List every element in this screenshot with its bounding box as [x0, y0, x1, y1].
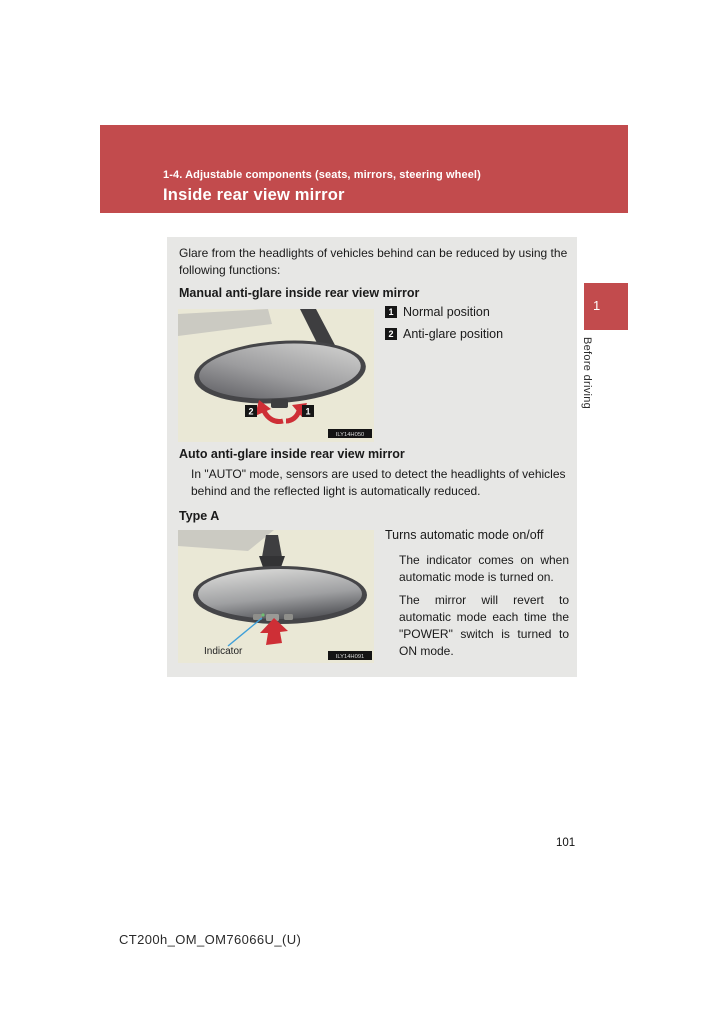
list-item-label: Normal position	[403, 305, 490, 319]
page-title: Inside rear view mirror	[163, 186, 345, 204]
figure2-code-badge	[328, 651, 372, 660]
type-a-heading: Type A	[179, 509, 220, 523]
mirror-position-list	[385, 305, 503, 349]
chapter-tab-label: Before driving	[581, 337, 593, 410]
auto-mode-title: Turns automatic mode on/off	[385, 528, 544, 542]
section-breadcrumb: 1-4. Adjustable components (seats, mirrors, steering wheel)	[163, 169, 481, 181]
manual-antiglare-heading: Manual anti-glare inside rear view mirror	[179, 286, 420, 300]
list-marker-2-icon: 2	[385, 328, 397, 340]
svg-text:ILY14H050: ILY14H050	[335, 432, 365, 438]
footer-document-code: CT200h_OM_OM76066U_(U)	[119, 932, 302, 947]
indicator-label: Indicator	[204, 646, 243, 657]
figure1-marker-2	[245, 405, 257, 417]
auto-antiglare-heading: Auto anti-glare inside rear view mirror	[179, 447, 405, 461]
auto-antiglare-body: In "AUTO" mode, sensors are used to detect the headlights of vehicles behind and the reflected light is automatically reduced.	[191, 467, 566, 498]
list-item	[385, 305, 503, 319]
mirror-illustration	[193, 566, 367, 624]
figure1-marker-1	[302, 405, 314, 417]
list-marker-1-icon: 1	[385, 306, 397, 318]
list-item	[385, 327, 503, 341]
svg-text:ILY14H091: ILY14H091	[335, 654, 365, 660]
chapter-tab-number: 1	[593, 298, 601, 313]
page-number: 101	[556, 837, 576, 849]
manual-mirror-figure	[178, 309, 374, 442]
content-panel	[167, 237, 577, 677]
auto-mirror-figure	[178, 530, 374, 663]
auto-indicator-light	[261, 613, 264, 616]
intro-paragraph: Glare from the headlights of vehicles behind can be reduced by using the following functions:	[179, 246, 568, 278]
auto-mode-paragraph: The indicator comes on when automatic mode is turned on.	[399, 553, 569, 585]
figure1-code-badge	[328, 429, 372, 438]
chapter-header-banner	[100, 125, 628, 213]
chapter-tab	[584, 283, 628, 330]
auto-mode-paragraph: The mirror will revert to automatic mode each time the "POWER" switch is turned to ON mode.	[399, 593, 569, 659]
list-item-label: Anti-glare position	[403, 327, 504, 341]
svg-text:1: 1	[305, 406, 311, 417]
svg-text:2: 2	[248, 406, 254, 417]
mirror-lever	[271, 399, 288, 408]
